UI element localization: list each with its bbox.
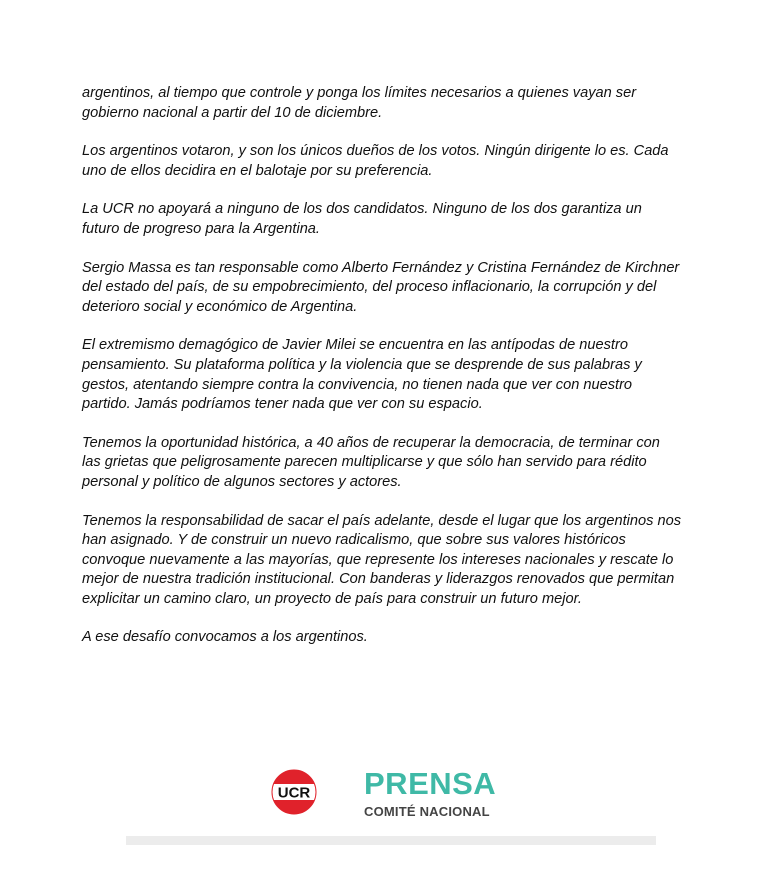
ucr-logo-text: UCR bbox=[277, 784, 311, 802]
statement-body bbox=[82, 84, 692, 667]
footer-bar bbox=[126, 836, 656, 845]
prensa-title: PRENSA bbox=[364, 766, 497, 801]
press-footer bbox=[270, 768, 530, 820]
prensa-subtitle: COMITÉ NACIONAL bbox=[364, 804, 490, 819]
paragraph: A ese desafío convocamos a los argentinos. bbox=[82, 629, 368, 646]
paragraph: Sergio Massa es tan responsable como Alberto Fernández y Cristina Fernández de Kirchner del estado del país, de su empobrecimiento, del proceso inflacionario, la corrupción y del deterioro social y económico de Argentina. bbox=[82, 259, 680, 315]
paragraph: La UCR no apoyará a ninguno de los dos candidatos. Ninguno de los dos garantiza un futuro de progreso para la Argentina. bbox=[82, 201, 642, 237]
paragraph: El extremismo demagógico de Javier Milei se encuentra en las antípodas de nuestro pensamiento. Su plataforma política y la violencia que se desprende de sus palabras y gestos, atentando siempre contra la convivencia, no tienen nada que ver con nuestro partido. Jamás podríamos tener nada que ver con su espacio. bbox=[82, 337, 642, 413]
paragraph: Tenemos la responsabilidad de sacar el país adelante, desde el lugar que los argentinos nos han asignado. Y de construir un nuevo radicalismo, que sobre sus valores históricos convoque nuevamente a las mayorías, que represente los intereses nacionales y rescate lo mejor de nuestra tradición institucional. Con banderas y liderazgos renovados que permitan explicitar un camino claro, un proyecto de país para construir un futuro mejor. bbox=[82, 512, 682, 607]
paragraph: Los argentinos votaron, y son los únicos dueños de los votos. Ningún dirigente lo es. Cada uno de ellos decidira en el balotaje por su preferencia. bbox=[82, 143, 669, 179]
ucr-logo bbox=[270, 768, 318, 816]
paragraph: argentinos, al tiempo que controle y ponga los límites necesarios a quienes vayan ser gobierno nacional a partir del 10 de diciembre. bbox=[82, 85, 637, 121]
prensa-block bbox=[364, 768, 524, 820]
paragraph: Tenemos la oportunidad histórica, a 40 años de recuperar la democracia, de terminar con las grietas que peligrosamente parecen multiplicarse y que sólo han servido para rédito personal y político de algunos sectores y actores. bbox=[82, 434, 660, 490]
